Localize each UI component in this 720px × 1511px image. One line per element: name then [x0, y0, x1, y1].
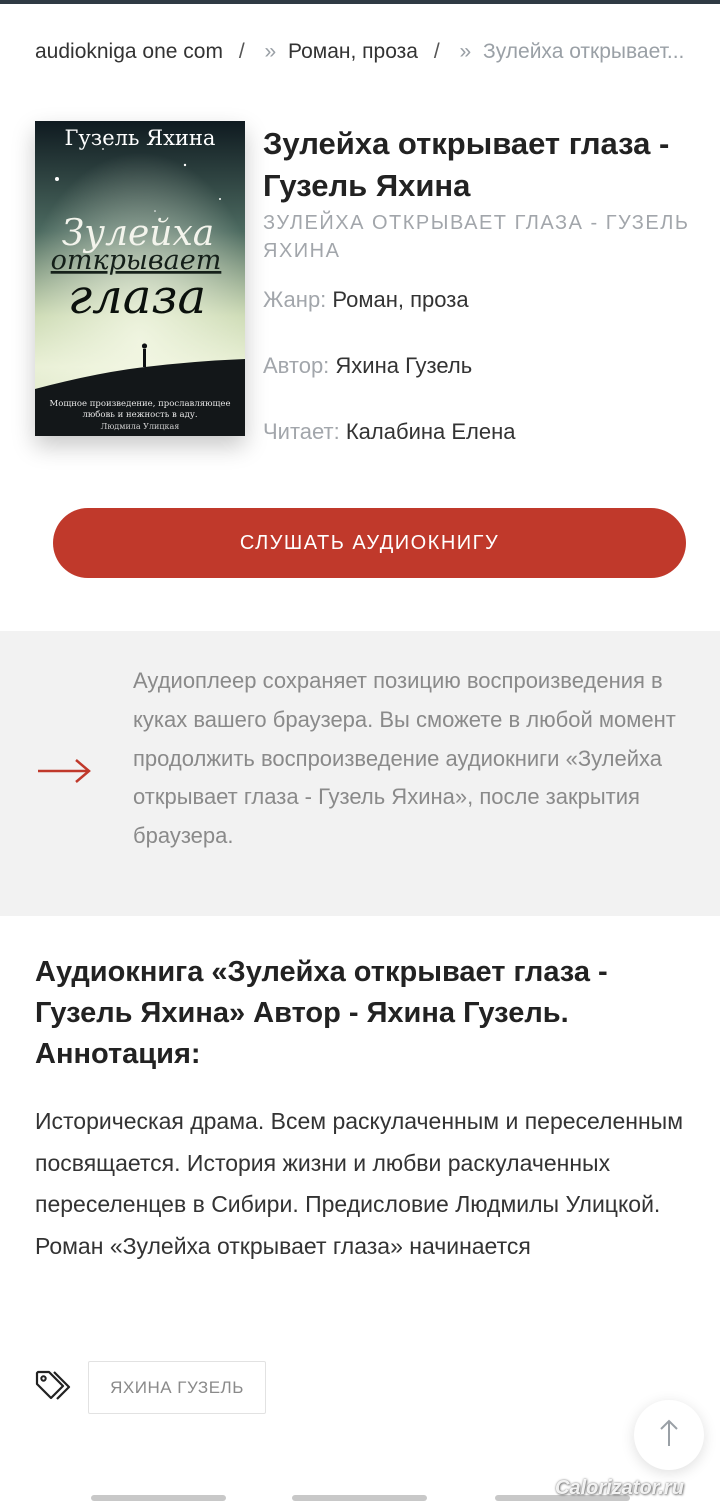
breadcrumb-category-link[interactable]: Роман, проза	[288, 40, 418, 63]
tags-icon	[34, 1369, 72, 1403]
genre-label: Жанр:	[263, 287, 327, 312]
breadcrumb-current: Зулейха открывает...	[483, 40, 685, 63]
book-title: Зулейха открывает глаза - Гузель Яхина	[263, 126, 670, 203]
scroll-to-top-button[interactable]	[634, 1400, 704, 1470]
cover-quote-line1: Мощное произведение, прославляющее	[49, 399, 231, 409]
breadcrumb-arrow: »	[264, 40, 277, 63]
listen-audiobook-button[interactable]: СЛУШАТЬ АУДИОКНИГУ	[53, 508, 686, 578]
player-info-panel	[0, 631, 720, 916]
cover-quote-author: Людмила Улицкая	[100, 422, 180, 431]
book-subtitle: ЗУЛЕЙХА ОТКРЫВАЕТ ГЛАЗА - ГУЗЕЛЬ ЯХИНА	[263, 212, 690, 262]
genre-link[interactable]: Роман, проза	[332, 287, 469, 312]
arrow-up-icon	[657, 1418, 681, 1453]
author-row	[263, 351, 472, 381]
reader-row	[263, 417, 515, 447]
breadcrumb-home-link[interactable]: audiokniga one com	[35, 40, 223, 63]
reader-label: Читает:	[263, 419, 340, 444]
tag-chip[interactable]: ЯХИНА ГУЗЕЛЬ	[88, 1361, 266, 1414]
breadcrumb-arrow: »	[459, 40, 472, 63]
annotation-text: Историческая драма. Всем раскулаченным и переселенным посвящается. История жизни и любви раскулаченных переселенцев в Сибири. Предисловие Людмилы Улицкой. Роман «Зулейха открывает глаза» начинается	[35, 1108, 684, 1259]
cover-title-line1: Зулейха	[61, 213, 215, 254]
breadcrumb-separator: /	[238, 40, 245, 63]
breadcrumb-separator: /	[433, 40, 440, 63]
genre-row	[263, 285, 469, 315]
reader-link[interactable]: Калабина Елена	[345, 419, 516, 444]
cover-quote-line2: любовь и нежность в аду.	[82, 410, 198, 420]
cover-title-line3: глаза	[67, 269, 207, 325]
author-label: Автор:	[263, 353, 330, 378]
author-link[interactable]: Яхина Гузель	[335, 353, 473, 378]
gesture-bar	[91, 1495, 226, 1501]
player-info-text: Аудиоплеер сохраняет позицию воспроизведения в куках вашего браузера. Вы сможете в любой момент продолжить воспроизведение аудиокниги «Зулейха открывает глаза - Гузель Яхина», после закрытия браузера.	[133, 668, 676, 849]
breadcrumb	[35, 40, 695, 70]
watermark-text: Calorizator.ru	[555, 1477, 684, 1499]
cover-author-text: Гузель Яхина	[64, 126, 216, 150]
book-cover-image[interactable]	[35, 121, 245, 436]
annotation-heading: Аудиокнига «Зулейха открывает глаза - Гузель Яхина» Автор - Яхина Гузель. Аннотация:	[35, 956, 608, 1070]
arrow-right-icon	[36, 749, 92, 793]
cover-title-line2: открывает	[50, 245, 222, 276]
top-bar	[0, 0, 720, 4]
gesture-bar	[292, 1495, 427, 1501]
